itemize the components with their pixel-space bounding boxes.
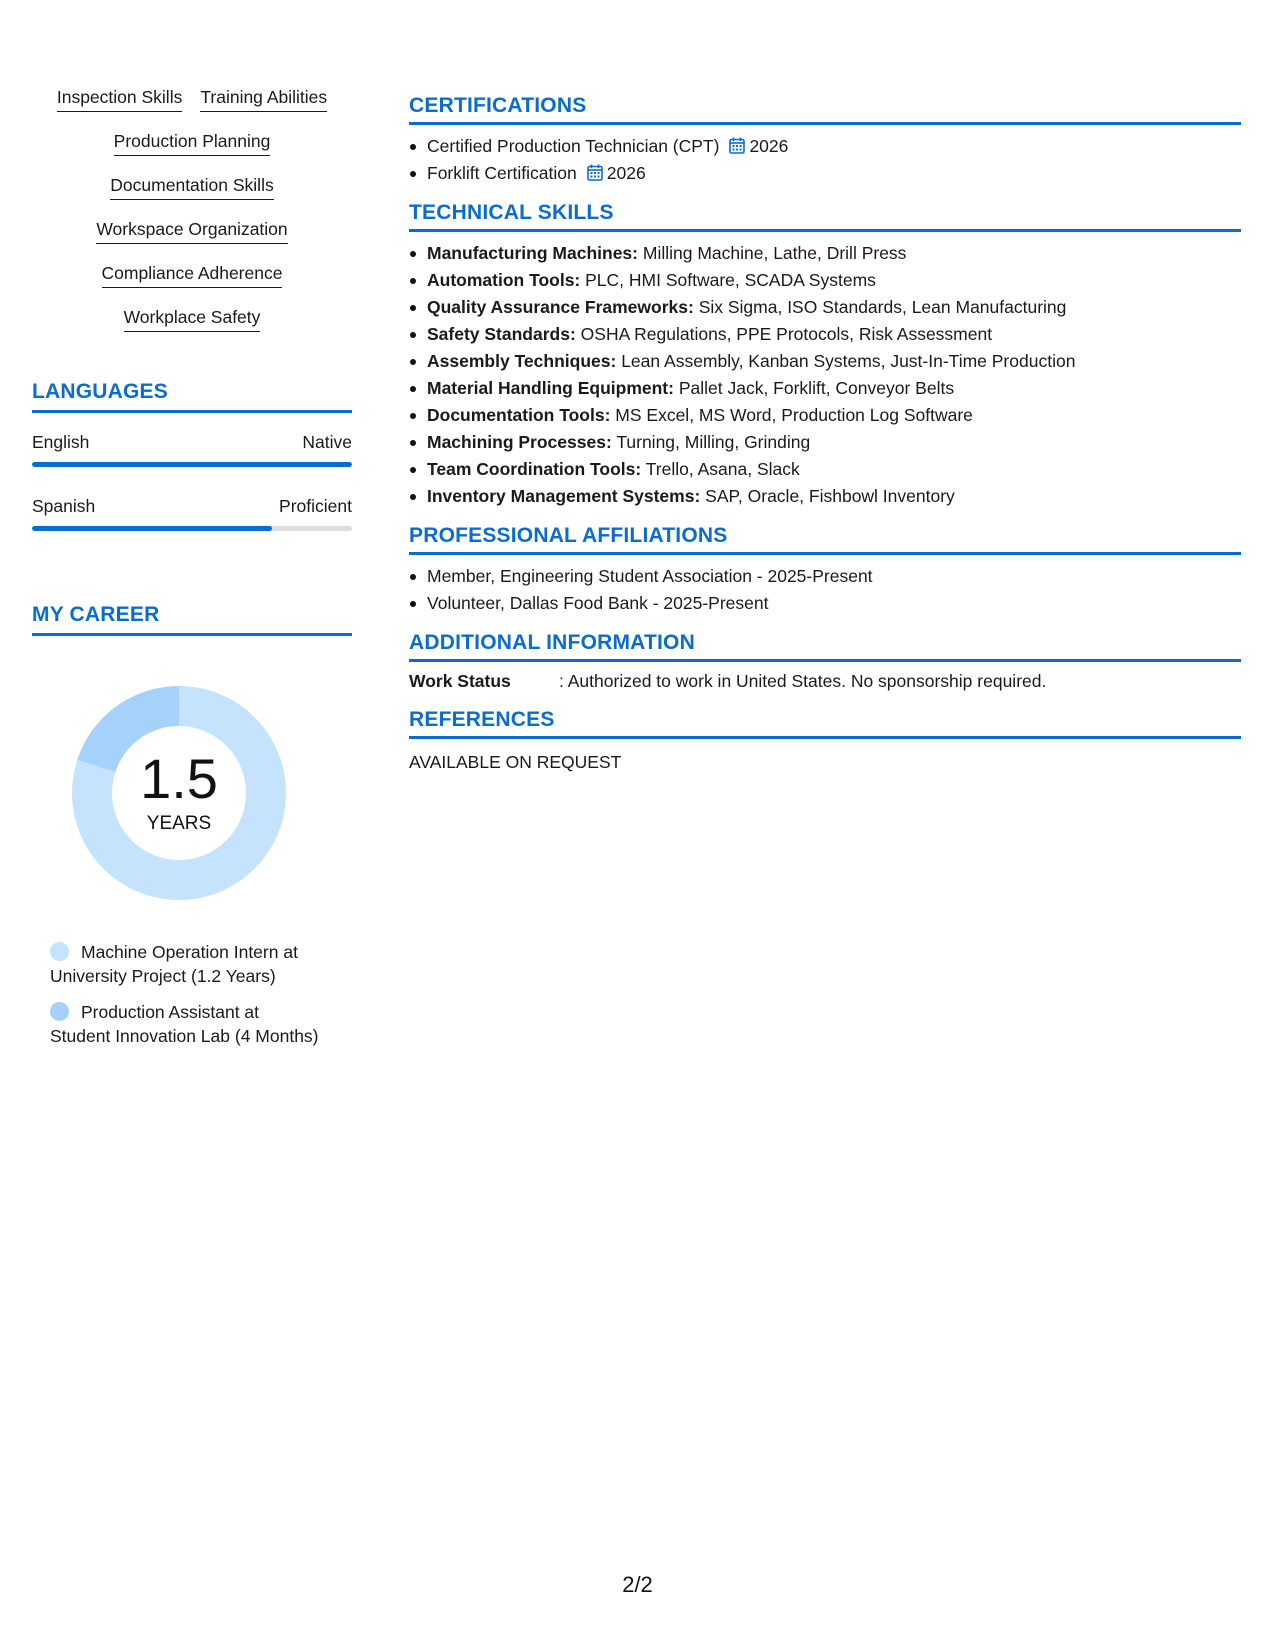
page-number: 2/2: [622, 1572, 653, 1597]
certification-item: [409, 160, 1241, 187]
affiliation-item: Member, Engineering Student Association - 2025-Present: [409, 563, 1241, 590]
references-section: [409, 708, 1241, 775]
technical-skills-section: [409, 201, 1241, 510]
career-section: [32, 603, 352, 1048]
career-total: 1.5: [140, 747, 218, 810]
legend-item: [50, 1000, 320, 1048]
skill-tag[interactable]: Workplace Safety: [124, 306, 261, 332]
language-name: Spanish: [32, 496, 96, 516]
language-item: [32, 431, 352, 467]
skill-category: Inventory Management Systems:: [427, 486, 701, 506]
legend-dot: [50, 942, 69, 961]
work-status-label: Work Status: [409, 671, 511, 691]
skill-category: Team Coordination Tools:: [427, 459, 642, 479]
career-unit: YEARS: [146, 813, 212, 834]
language-level: Proficient: [279, 496, 352, 516]
technical-skills-list: [409, 240, 1241, 510]
additional-info-section: [409, 631, 1241, 694]
skill-item: [409, 294, 1241, 321]
references-text: AVAILABLE ON REQUEST: [409, 752, 622, 772]
references-heading: REFERENCES: [409, 708, 1241, 739]
skill-tag[interactable]: Production Planning: [114, 130, 271, 156]
skill-values: Milling Machine, Lathe, Drill Press: [638, 243, 907, 263]
legend-dot: [50, 1002, 69, 1021]
legend-label: Production Assistant at Student Innovation Lab (4 Months): [50, 1002, 319, 1046]
language-bar-fill: [32, 462, 352, 467]
affiliation-item: Volunteer, Dallas Food Bank - 2025-Present: [409, 590, 1241, 617]
left-column: [32, 86, 352, 1060]
affiliations-section: [409, 524, 1241, 617]
language-bar: [32, 462, 352, 467]
certifications-heading: CERTIFICATIONS: [409, 94, 1241, 125]
skill-values: PLC, HMI Software, SCADA Systems: [580, 270, 876, 290]
language-item: [32, 495, 352, 531]
legend-item: [50, 940, 320, 988]
skill-category: Documentation Tools:: [427, 405, 611, 425]
certification-year: 2026: [606, 163, 646, 183]
certifications-section: [409, 94, 1241, 187]
skill-item: [409, 375, 1241, 402]
skill-values: Turning, Milling, Grinding: [611, 432, 811, 452]
technical-skills-heading: TECHNICAL SKILLS: [409, 201, 1241, 232]
certification-year: 2026: [749, 136, 789, 156]
skill-category: Manufacturing Machines:: [427, 243, 638, 263]
skill-tag[interactable]: Workspace Organization: [96, 218, 287, 244]
skill-values: Pallet Jack, Forklift, Conveyor Belts: [673, 378, 955, 398]
skill-values: SAP, Oracle, Fishbowl Inventory: [700, 486, 955, 506]
language-bar: [32, 526, 352, 531]
skill-category: Assembly Techniques:: [427, 351, 617, 371]
skill-category: Machining Processes:: [427, 432, 612, 452]
languages-section: [32, 380, 352, 531]
language-bar-fill: [32, 526, 272, 531]
skill-values: Six Sigma, ISO Standards, Lean Manufacturing: [693, 297, 1067, 317]
legend-label: Machine Operation Intern at University Project (1.2 Years): [50, 942, 298, 986]
certifications-list: [409, 133, 1241, 187]
skill-item: [409, 240, 1241, 267]
skill-item: [409, 267, 1241, 294]
skill-item: [409, 429, 1241, 456]
skill-category: Automation Tools:: [427, 270, 581, 290]
certification-name: Forklift Certification: [427, 163, 577, 183]
language-level: Native: [302, 432, 352, 452]
skill-tag[interactable]: Inspection Skills: [57, 86, 182, 112]
certification-item: [409, 133, 1241, 160]
certification-name: Certified Production Technician (CPT): [427, 136, 720, 156]
skill-item: [409, 456, 1241, 483]
calendar-icon: [729, 137, 745, 154]
calendar-icon: [587, 164, 603, 181]
right-column: [409, 94, 1241, 789]
career-donut-chart: [66, 680, 292, 906]
work-status-value: : Authorized to work in United States. No sponsorship required.: [559, 671, 1047, 691]
skill-tag[interactable]: Documentation Skills: [110, 174, 273, 200]
additional-info-heading: ADDITIONAL INFORMATION: [409, 631, 1241, 662]
language-name: English: [32, 432, 90, 452]
affiliations-heading: PROFESSIONAL AFFILIATIONS: [409, 524, 1241, 555]
skill-tag[interactable]: Training Abilities: [200, 86, 327, 112]
skill-values: OSHA Regulations, PPE Protocols, Risk Assessment: [575, 324, 993, 344]
skill-tag[interactable]: Compliance Adherence: [102, 262, 283, 288]
skills-tags: [32, 86, 352, 332]
career-heading: MY CAREER: [32, 603, 352, 636]
skill-values: Lean Assembly, Kanban Systems, Just-In-Time Production: [616, 351, 1076, 371]
skill-category: Safety Standards:: [427, 324, 576, 344]
affiliations-list: [409, 563, 1241, 617]
career-legend: [50, 940, 320, 1048]
skill-item: [409, 402, 1241, 429]
skill-item: [409, 321, 1241, 348]
skill-category: Material Handling Equipment:: [427, 378, 674, 398]
skill-item: [409, 348, 1241, 375]
work-status-row: [409, 668, 1241, 694]
skill-category: Quality Assurance Frameworks:: [427, 297, 694, 317]
languages-heading: LANGUAGES: [32, 380, 352, 413]
skill-values: Trello, Asana, Slack: [641, 459, 800, 479]
skill-values: MS Excel, MS Word, Production Log Software: [610, 405, 973, 425]
skill-item: [409, 483, 1241, 510]
